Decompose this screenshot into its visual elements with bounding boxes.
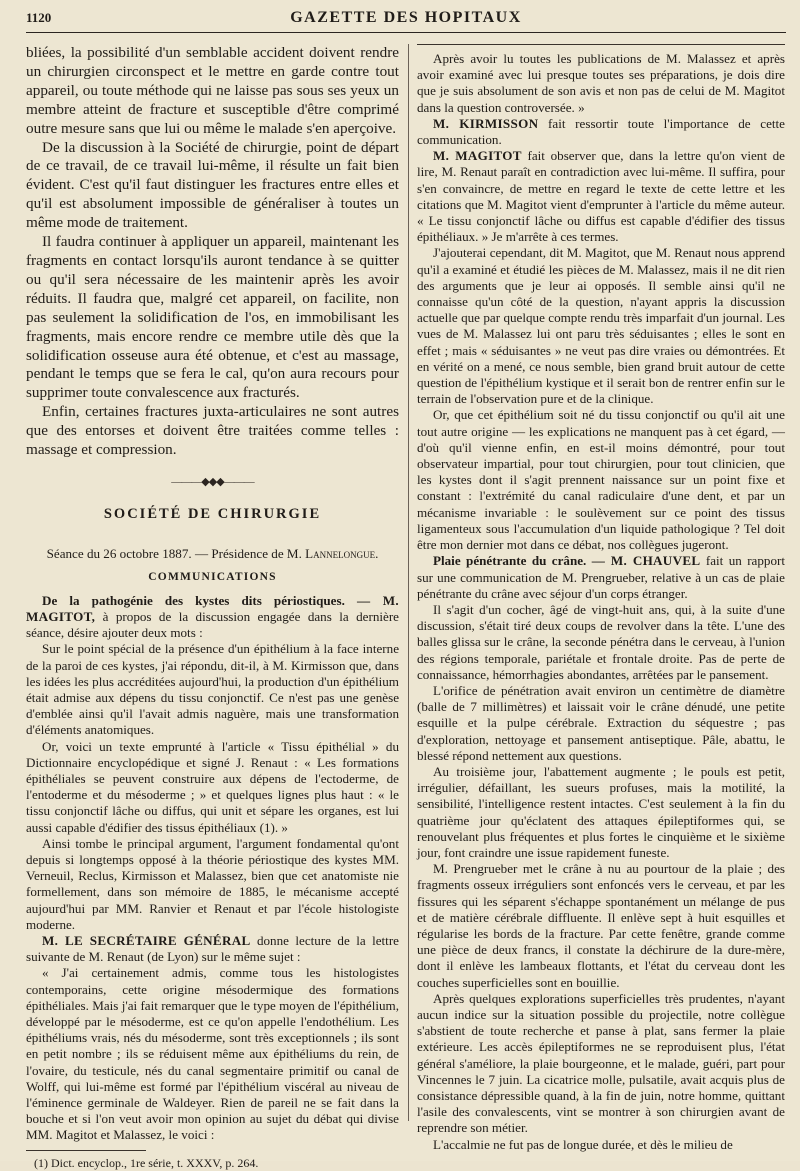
plaie-paragraph: L'accalmie ne fut pas de longue durée, et dès le milieu de: [433, 1136, 733, 1152]
kystes-lead: à propos de la discussion engagée dans la dernière séance, désire ajouter deux mots :: [26, 608, 399, 641]
journal-title: GAZETTE DES HOPITAUX: [290, 9, 522, 26]
intro-paragraph: bliées, la possibilité d'un semblable accident doivent rendre un chirurgien circonspect et le mettre en garde contre tout appareil, ou toute méthode qui ne laisse pas sous ses yeux un membre atteint de fracture et susceptible d'être comprimé outre mesure sans que lui ou même le malade s'en aperçoive.: [26, 44, 399, 137]
plaie-paragraph: L'orifice de pénétration avait environ un centimètre de diamètre (balle de 7 millimètres) et laissait voir le crâne dénudé, une petite esquille et la pulpe cérébrale. Extraction du séquestre ; pas d'exploration, nettoyage et pansement antiseptique. Pâle, abattu, le blessé répond nettement aux questions.: [417, 682, 785, 763]
footnote: (1) Dict. encyclop., 1re série, t. XXXV, p. 264.: [34, 1155, 259, 1170]
kirmisson-text: fait ressortir toute l'importance de cette communication.: [417, 115, 785, 148]
magitot-text: fait observer que, dans la lettre qu'on vient de lire, M. Renaut paraît en contradiction avec lui-même. Il suffira, pour s'en convaincre, de mettre en regard le texte de cette lettre et les citations que M. Magitot vient d'emprunter à l'article du même auteur. « Le tissu conjonctif lâche ou diffus est capable d'édifier des tissus épithéliaux. » Je m'arrête à ces termes.: [417, 148, 785, 245]
magitot-speaker: M. MAGITOT: [433, 148, 522, 164]
intro-paragraph: De la discussion à la Société de chirurgie, point de départ de ce travail, de ce travail lui-même, il résulte un fait bien évident. C'est qu'il faut distinguer les fractures entre elles et qu'il est absolument impossible de généraliser à toutes un même mode de traitement.: [26, 138, 399, 232]
secretaire-paragraph: [26, 933, 399, 965]
column-separator: [408, 44, 409, 1121]
intro-article: [26, 44, 399, 460]
page-number: 1120: [26, 10, 52, 25]
magitot-reply-paragraph: J'ajouterai cependant, dit M. Magitot, que M. Renaut nous apprend qu'il a examiné et étudié les pièces de M. Malassez, mais il ne dit rien des arguments que je leur ai opposés. Il semble ainsi qu'il ne connaisse qu'un côté de la question, n'ayant appris la discussion actuelle que par quelque compte rendu très imparfait d'un journal. Les vues de M. Malassez lui ont paru très séduisantes ; elles le sont en effet ; mais « séduisantes » ne veut pas dire vraies ou démontrées. Et en vérité on a mené, ce nous semble, bien grand bruit autour de cette question de l'épithélium kystique et il serait bon de rentrer enfin sur le terrain de l'observation pure et de la clinique.: [417, 245, 785, 407]
right-column: [417, 44, 785, 1155]
kystes-paragraph: Ainsi tombe le principal argument, l'argument fondamental qu'ont depuis si longtemps opposé à la théorie périostique des kystes MM. Verneuil, Reclus, Kirmisson et Malassez, bien que cet anatomiste nie formellement, dans son mémoire de 1885, le mécanisme accepté aujourd'hui par MM. Ranvier et Renaut et par l'école histologiste moderne.: [26, 835, 399, 932]
intro-paragraph: Enfin, certaines fractures juxta-articulaires ne sont autres que des entorses et doivent être traitées comme telles : massage et compression.: [26, 403, 399, 459]
plaie-speaker: — M. CHAUVEL: [591, 553, 701, 569]
renaut-letter-end: Après avoir lu toutes les publications de M. Malassez et après avoir examiné avec lui presque toutes ses préparations, je dois dire que je suis absolument de son avis et non pas de celui de M. Magitot dans la question controversée. »: [417, 51, 785, 115]
kystes-heading: De la pathogénie des kystes dits périostiques.: [42, 592, 345, 608]
plaie-lead: fait un rapport sur une communication de M. Prengrueber, relative à un cas de plaie pénétrante du crâne avec séjour d'un corps étranger.: [417, 553, 786, 601]
magitot-paragraph: [417, 148, 785, 245]
footnote-rule: [26, 1150, 146, 1151]
section-ornament: ———◆◆◆———: [171, 475, 254, 488]
left-column: [26, 44, 399, 1170]
section-title: SOCIÉTÉ DE CHIRURGIE: [103, 506, 322, 523]
page-header: [26, 8, 786, 33]
letter-paragraph: « J'ai certainement admis, comme tous les histologistes contemporains, cette origine mésodermique des formations épithéliales. Mais j'ai fait remarquer que le type moyen de l'épithélium, développé par le mésoderme, est ce qu'on appelle l'endothélium. Les épithéliums vrais, nés du mésoderme, sont très exceptionnels ; ils sont en petit nombre ; ils se réduisent même aux épithéliums du rein, de l'ovaire, du testicule, nés du canal segmentaire primitif ou canal de Wolff, qui lui-même est formé par l'épithélium viscéral au niveau de l'éminence germinale de Waldeyer. Rien de pareil ne se fait dans la bouche et si l'on veut avoir mon opinion au sujet du débat qui divise MM. Magitot et Malassez, le voici :: [26, 965, 399, 1143]
plaie-paragraph: Au troisième jour, l'abattement augmente ; le pouls est petit, irrégulier, défaillant, les sueurs profuses, mais la motilité, la sensibilité, l'intelligence restent intactes. C'est seulement à la fin du quatrième jour qu'éclatent des attaques épileptiformes qui, se renouvelant plus fréquentes et plus fortes le cinquième et le sixième jour, font craindre une issue rapidement funeste.: [417, 763, 785, 860]
secretaire-text: donne lecture de la lettre suivante de M. Renaut (de Lyon) sur le même sujet :: [26, 933, 399, 965]
kystes-lead-paragraph: [26, 593, 399, 642]
secretaire-speaker: M. LE SECRÉTAIRE GÉNÉRAL: [42, 933, 251, 949]
seance-text: Séance du 26 octobre 1887. — Présidence de M.: [46, 546, 302, 562]
right-column-top-rule: [417, 44, 785, 45]
plaie-heading: Plaie pénétrante du crâne.: [433, 553, 587, 569]
seance-president: Lannelongue.: [305, 546, 379, 562]
plaie-paragraph: Après quelques explorations superficielles très prudentes, n'ayant aucun indice sur la situation possible du projectile, notre collègue s'abstient de toute recherche et panse à plat, sans fermer la plaie extérieure. Les accès épileptiformes ne se reproduisent plus, l'état général s'améliore, la plaie bourgeonne, et le malade, guéri, part pour Vincennes le 7 juin. La cicatrice molle, pulsatile, avait acquis plus de consistance dépressible quand, à la fin de juin, notre homme, quittant l'asile des convalescents, vint se montrer à son chirurgien avant de reprendre son métier.: [417, 990, 785, 1136]
plaie-paragraph: Il s'agit d'un cocher, âgé de vingt-huit ans, qui, à la suite d'une discussion, s'était tiré deux coups de revolver dans la tête. L'une des balles glissa sur le crâne, la seconde pénétra dans le cerveau, à l'union des régions temporale, pariétale et frontale droite. Pas de perte de connaissance, hémorrhagies abondantes, arrêtées par le pansement.: [417, 601, 785, 682]
intro-paragraph: Il faudra continuer à appliquer un appareil, maintenant les fragments en contact lorsqu'ils auront tendance à se quitter ou qu'il sera nécessaire de les maintenir après les avoir réduits. Il faudra que, malgré cet appareil, on facilite, non pas seulement la solidification de l'os, en immobilisant les fragments, mais encore rendre ce membre utile dès que la solidification osseuse aura été obtenue, et c'est au massage, pendant le temps que se fera le cal, qu'on aura recours pour supprimer toute convalescence aux fracturés.: [26, 233, 399, 402]
plaie-paragraph: M. Prengrueber met le crâne à nu au pourtour de la plaie ; des fragments osseux irréguliers sont enfoncés vers le cerveau, et par les fissures qui les séparent s'échappe spontanément un mélange de pus et de matière cérébrale diffluente. Il enlève sept à huit esquilles et régularise les bords de la fracture. Par cette fenêtre, grande comme une pièce de deux francs, il constate la déchirure de la dure-mère, dont il enlève les lambeaux flottants, et l'état du cerveau dont les couches superficielles sont en bouillie.: [417, 861, 785, 990]
kirmisson-paragraph: [417, 116, 785, 148]
seance-line: [26, 546, 399, 562]
kirmisson-speaker: M. KIRMISSON: [433, 115, 539, 131]
kystes-speaker: — M. MAGITOT,: [26, 592, 399, 624]
kystes-paragraph: Sur le point spécial de la présence d'un épithélium à la face interne de la paroi de ces kystes, j'ai répondu, dit-il, à M. Kirmisson que, dans les idées les plus accréditées aujourd'hui, la production d'un épithélium était admise aux dépens du tissu conjonctif. Ce n'est pas une genèse d'emblée ainsi qu'il l'avait admis naguère, mais une transformation d'éléments anatomiques.: [26, 641, 399, 738]
kystes-paragraph: Or, voici un texte emprunté à l'article « Tissu épithélial » du Dictionnaire encyclopédique et signé J. Renaut : « Les formations épithéliales se peuvent construire aux dépens de l'ectoderme, de l'entoderme et du mésoderme ; » et quelques lignes plus haut : « le tissu conjonctif lâche ou diffus, qui unit et sépare les organes, est lui aussi capable d'édifier des tissus épithéliaux (1). »: [26, 738, 399, 835]
plaie-lead-paragraph: [417, 553, 785, 602]
magitot-reply-paragraph: Or, que cet épithélium soit né du tissu conjonctif ou qu'il ait une tout autre origine — les explications ne manquent pas à cet égard, — d'où qu'il vienne enfin, en est-il moins démontré, pour tout observateur impartial, pour tout chirurgien, pour tout clinicien, que les kystes dont il s'agit prennent naissance sur un point fixe et constant : l'extrémité du canal radiculaire d'une dent, et par un mécanisme invariable : le soulèvement sur ce point des tissus ligamenteux sous l'accumulation d'un liquide pathologique ? Tel doit être mon dernier mot dans ce débat, nos collègues jugeront.: [417, 407, 785, 553]
subsection-title: COMMUNICATIONS: [148, 570, 277, 583]
